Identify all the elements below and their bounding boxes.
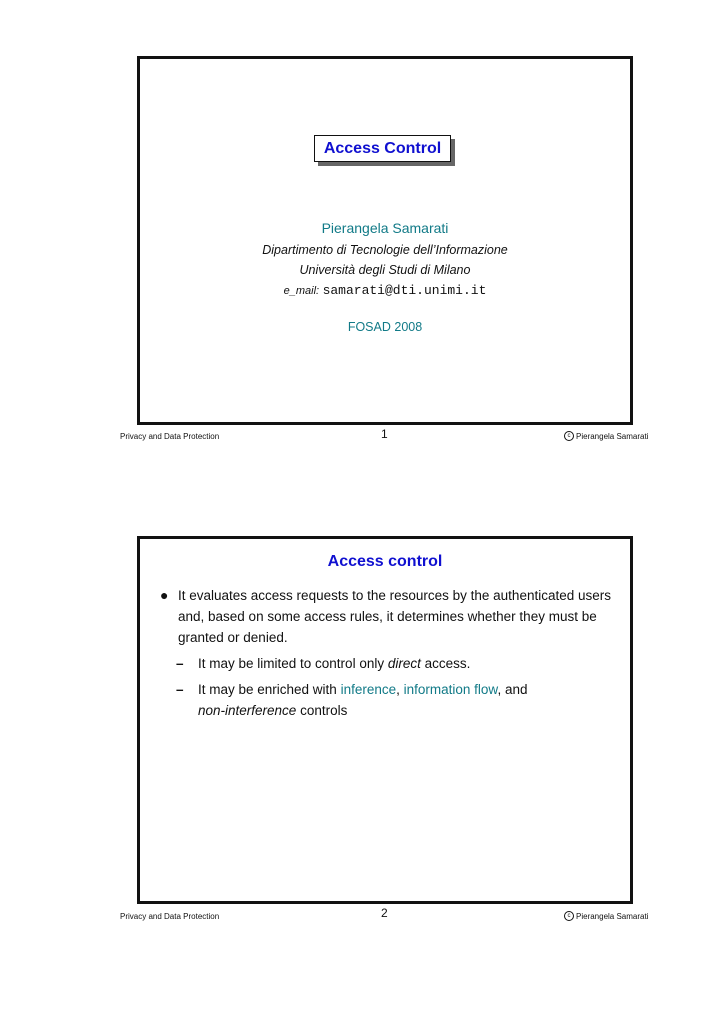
- footer-author: Pierangela Samarati: [576, 431, 649, 441]
- term-inference: inference: [340, 682, 397, 697]
- footer-left-1: Privacy and Data Protection: [120, 432, 220, 441]
- page-number-1: 1: [381, 427, 388, 441]
- email-address: samarati@dti.unimi.it: [322, 283, 487, 298]
- dash-icon: –: [176, 656, 184, 671]
- sub2-emph: non-interference: [198, 703, 297, 718]
- department: Dipartimento di Tecnologie dell’Informazione: [262, 243, 508, 257]
- university: Università degli Studi di Milano: [299, 263, 471, 277]
- slide-2-title: Access control: [327, 553, 443, 570]
- sub2-mid: , and: [497, 682, 528, 697]
- sub2-sep: ,: [396, 682, 404, 697]
- slide-1-title: Access Control: [314, 135, 451, 162]
- sub2-suffix: controls: [296, 703, 348, 718]
- sub2-prefix: It may be enriched with: [198, 682, 341, 697]
- slide-1-title-box: [314, 135, 451, 162]
- copyright-icon: c: [564, 911, 574, 921]
- slide-2-content: [160, 585, 620, 721]
- footer-right-2: [564, 911, 648, 921]
- sub1-suffix: access.: [420, 656, 471, 671]
- slide-1-frame: [137, 56, 633, 425]
- sub-item-1-text: [198, 653, 470, 674]
- footer-right-1: [564, 431, 648, 441]
- page-number-2: 2: [381, 906, 388, 920]
- footer-author: Pierangela Samarati: [576, 911, 649, 921]
- email-line: [137, 283, 633, 298]
- event-name: FOSAD 2008: [347, 320, 423, 334]
- term-information-flow: information flow: [403, 682, 498, 697]
- dash-icon: –: [176, 682, 184, 697]
- sub-item-2: [176, 679, 620, 721]
- bullet-item: [160, 585, 620, 648]
- bullet-dot-icon: ●: [160, 587, 169, 603]
- email-label: e_mail:: [283, 285, 320, 297]
- sub1-emph: direct: [387, 656, 421, 671]
- footer-left-2: Privacy and Data Protection: [120, 912, 220, 921]
- sub-item-2-text: [198, 679, 527, 721]
- copyright-icon: c: [564, 431, 574, 441]
- sub1-prefix: It may be limited to control only: [198, 656, 388, 671]
- bullet-text: It evaluates access requests to the resources by the authenticated users and, based on some access rules, it determines whether they must be granted or denied.: [178, 588, 611, 645]
- sub-item-1: [176, 653, 620, 674]
- author-name: Pierangela Samarati: [321, 220, 449, 236]
